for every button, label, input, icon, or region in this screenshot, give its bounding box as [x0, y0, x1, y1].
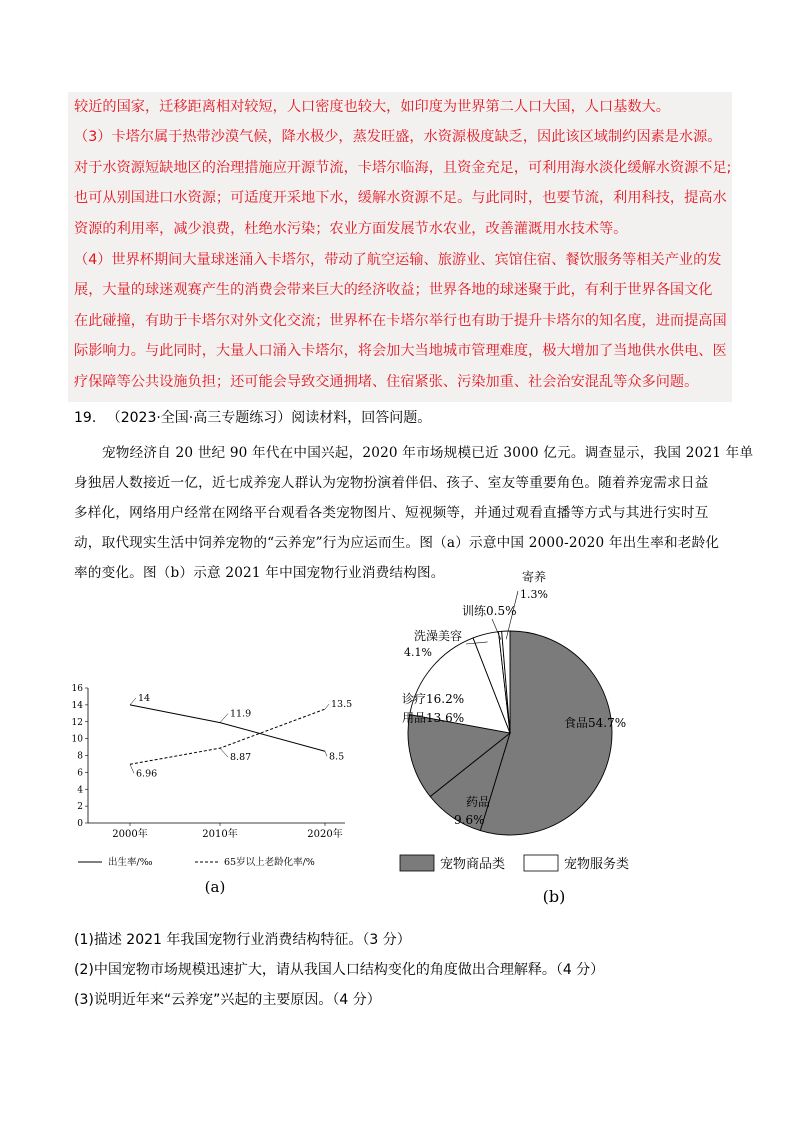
data-label-leader — [325, 704, 329, 709]
data-label: 8.87 — [230, 752, 252, 764]
y-tick-label: 6 — [77, 768, 83, 779]
y-tick-label: 12 — [71, 717, 83, 728]
figure-b-pie-chart — [392, 570, 692, 915]
data-label-leader — [130, 698, 136, 705]
material-line: 动，取代现实生活中饲养宠物的“云养宠”行为应运而生。图（a）示意中国 2000-2020 年出生率和老龄化 — [74, 535, 720, 551]
answer-line: 在此碰撞，有助于卡塔尔对外文化交流；世界杯在卡塔尔举行也有助于提升卡塔尔的知名度，进而提高国 — [74, 313, 727, 329]
answer-line: 也可从别国进口水资源；可适度开采地下水，缓解水资源不足。与此同时，也要节流，利用科技，提高水 — [74, 190, 727, 206]
slice-label: 寄养 — [522, 570, 547, 584]
material-line: 率的变化。图（b）示意 2021 年中国宠物行业消费结构图。 — [74, 565, 445, 581]
legend-label: 宠物服务类 — [564, 857, 630, 872]
chart-axes — [88, 688, 345, 823]
figure-a-caption: (a) — [204, 878, 226, 896]
y-tick-label: 2 — [77, 802, 83, 813]
slice-value-label: 1.3% — [520, 588, 548, 601]
sub-question: (1)描述 2021 年我国宠物行业消费结构特征。（3 分） — [74, 932, 411, 948]
material-line: 宠物经济自 20 世纪 90 年代在中国兴起，2020 年市场规模已近 3000 亿元。调查显示，我国 2021 年单 — [102, 445, 754, 461]
x-tick-label: 2000年 — [112, 829, 148, 840]
sub-question: (2)中国宠物市场规模迅速扩大，请从我国人口结构变化的角度做出合理解释。（4 分） — [74, 962, 605, 978]
answer-line: （4）世界杯期间大量球迷涌入卡塔尔，带动了航空运输、旅游业、宾馆住宿、餐饮服务等相关产业的发 — [74, 252, 722, 268]
x-tick-label: 2020年 — [307, 829, 343, 840]
data-label: 14 — [138, 692, 151, 704]
legend-label: 宠物商品类 — [440, 857, 506, 872]
answer-line: 对于水资源短缺地区的治理措施应开源节流，卡塔尔临海，且资金充足，可利用海水淡化缓解水资源不足; — [74, 160, 732, 176]
data-label-leader — [325, 751, 327, 756]
legend-swatch-services — [524, 855, 558, 871]
slice-label: 用品13.6% — [402, 711, 465, 725]
material-line: 多样化，网络用户经常在网络平台观看各类宠物图片、短视频等，并通过观看直播等方式与其进行实时互 — [74, 505, 709, 521]
y-tick-label: 0 — [77, 819, 83, 829]
slice-label: 诊疗16.2% — [402, 692, 465, 706]
y-tick-label: 8 — [77, 751, 83, 762]
question-number: 19. — [74, 410, 97, 426]
data-label: 11.9 — [230, 708, 252, 720]
material-line: 身独居人数接近一亿，近七成养宠人群认为宠物扮演着伴侣、孩子、室友等重要角色。随着养宠需求日益 — [74, 475, 709, 491]
data-label-leader — [130, 764, 134, 773]
question-source: （2023·全国·高三专题练习）阅读材料，回答问题。 — [106, 410, 432, 426]
data-label: 6.96 — [136, 768, 158, 780]
y-tick-label: 10 — [71, 734, 83, 745]
y-tick-label: 14 — [71, 700, 83, 711]
y-tick-label: 16 — [71, 684, 83, 694]
x-axis-ticks — [112, 823, 342, 840]
answer-line: 际影响力。与此同时，大量人口涌入卡塔尔，将会加大当地城市管理难度，极大增加了当地供水供电、医 — [74, 343, 727, 359]
data-label-leader — [220, 714, 228, 723]
pie-slices — [408, 631, 612, 835]
slice-label: 训练0.5% — [462, 604, 517, 618]
x-tick-label: 2010年 — [202, 829, 238, 840]
data-label-leader — [220, 748, 228, 757]
chart-legend — [78, 856, 315, 868]
answer-line: 资源的利用率，减少浪费，杜绝水污染；农业方面发展节水农业，改善灌溉用水技术等。 — [74, 221, 628, 237]
chart-series — [130, 693, 352, 779]
slice-label: 食品54.7% — [564, 716, 627, 730]
chart-legend — [400, 855, 629, 872]
legend-label: 65岁以上老龄化率/% — [224, 857, 315, 868]
y-axis-ticks — [72, 684, 88, 829]
slice-value-label: 4.1% — [404, 646, 432, 659]
figure-a-line-chart — [60, 670, 360, 900]
data-label: 13.5 — [331, 699, 353, 711]
answer-line: 展，大量的球迷观赛产生的消费会带来巨大的经济收益；世界各地的球迷聚于此，有利于世界各国文化 — [74, 282, 713, 298]
data-label: 8.5 — [329, 751, 345, 763]
answer-line: 疗保障等公共设施负担；还可能会导致交通拥堵、住宿紧张、污染加重、社会治安混乱等众多问题。 — [74, 374, 699, 390]
question-header — [74, 408, 431, 428]
legend-swatch-goods — [400, 855, 434, 871]
y-tick-label: 4 — [77, 785, 83, 796]
series-line-birth-rate — [130, 705, 325, 751]
slice-value-label: 9.6% — [454, 813, 485, 827]
sub-question: (3)说明近年来“云养宠”兴起的主要原因。（4 分） — [74, 992, 381, 1008]
series-line-aging-rate — [130, 709, 325, 764]
slice-label: 洗澡美容 — [414, 629, 463, 643]
answer-line: （3）卡塔尔属于热带沙漠气候，降水极少，蒸发旺盛，水资源极度缺乏，因此该区域制约因素是水源。 — [74, 129, 722, 145]
figure-b-caption: (b) — [542, 887, 566, 906]
slice-label: 药品 — [466, 795, 491, 809]
legend-label: 出生率/‰ — [108, 857, 153, 868]
answer-line: 较近的国家，迁移距离相对较短，人口密度也较大，如印度为世界第二人口大国，人口基数大。 — [74, 99, 670, 115]
